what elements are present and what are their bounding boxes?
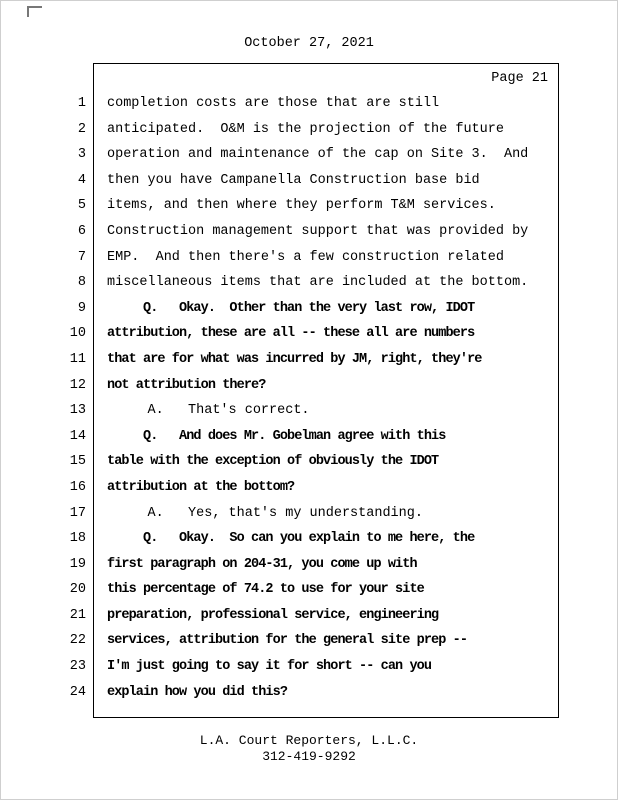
transcript-line xyxy=(31,526,591,552)
line-number: 13 xyxy=(69,403,86,419)
line-number: 9 xyxy=(77,300,86,316)
line-text: Q. Okay. So can you explain to me here, the xyxy=(107,531,475,547)
line-number: 4 xyxy=(77,172,86,188)
line-number: 11 xyxy=(69,351,86,367)
transcript-line xyxy=(31,628,591,654)
line-text: table with the exception of obviously the IDOT xyxy=(107,454,439,470)
line-text: attribution, these are all -- these all are numbers xyxy=(107,326,475,342)
line-number: 15 xyxy=(69,454,86,470)
line-text: I'm just going to say it for short -- can you xyxy=(107,659,432,675)
line-text: A. Yes, that's my understanding. xyxy=(107,505,423,521)
line-number: 5 xyxy=(77,198,86,214)
line-number: 1 xyxy=(77,96,86,111)
transcript-line xyxy=(31,577,591,603)
line-number: 23 xyxy=(69,659,86,675)
line-text: this percentage of 74.2 to use for your site xyxy=(107,582,424,598)
corner-crop-mark xyxy=(27,6,42,17)
line-text: first paragraph on 204-31, you come up with xyxy=(107,556,417,572)
line-number: 18 xyxy=(69,531,86,547)
line-text: Q. Okay. Other than the very last row, IDOT xyxy=(107,300,475,316)
transcript-line xyxy=(31,449,591,475)
line-number: 14 xyxy=(69,428,86,444)
line-text: completion costs are those that are still xyxy=(107,96,440,111)
court-reporter-name: L.A. Court Reporters, L.L.C. xyxy=(199,733,419,748)
line-text: then you have Campanella Construction base bid xyxy=(107,172,480,188)
line-number: 22 xyxy=(69,633,86,649)
line-text: A. That's correct. xyxy=(107,403,310,419)
transcript-line xyxy=(31,219,591,245)
transcript-line xyxy=(31,296,591,322)
line-text: operation and maintenance of the cap on Site 3. And xyxy=(107,147,529,163)
transcript-line xyxy=(31,654,591,680)
line-text: explain how you did this? xyxy=(107,684,288,700)
line-number: 20 xyxy=(69,582,86,598)
transcript-line xyxy=(31,398,591,424)
transcript-line xyxy=(31,321,591,347)
line-number: 16 xyxy=(69,479,86,495)
transcript-line xyxy=(31,603,591,629)
line-text: items, and then where they perform T&M services. xyxy=(107,198,496,214)
transcript-line xyxy=(31,168,591,194)
transcript-line xyxy=(31,373,591,399)
line-text: preparation, professional service, engineering xyxy=(107,607,439,623)
line-text: that are for what was incurred by JM, right, they're xyxy=(107,351,482,367)
line-number: 3 xyxy=(77,147,86,163)
line-text: not attribution there? xyxy=(107,377,266,393)
line-number: 17 xyxy=(69,505,86,521)
transcript-line xyxy=(31,270,591,296)
transcript-line xyxy=(31,475,591,501)
transcript-line xyxy=(31,193,591,219)
line-text: services, attribution for the general site prep -- xyxy=(107,633,468,649)
line-number: 7 xyxy=(77,249,86,265)
line-text: Q. And does Mr. Gobelman agree with this xyxy=(107,428,446,444)
transcript-line xyxy=(31,245,591,271)
court-reporter-phone: 312-419-9292 xyxy=(262,748,356,764)
line-number: 19 xyxy=(69,556,86,572)
transcript-line xyxy=(31,347,591,373)
transcript-line xyxy=(31,424,591,450)
transcript-line xyxy=(31,680,591,706)
transcript-line xyxy=(31,142,591,168)
date-header: October 27, 2021 xyxy=(244,36,374,51)
transcript-line xyxy=(31,91,591,117)
page-number-label: Page 21 xyxy=(491,71,548,86)
footer xyxy=(1,733,617,764)
line-number: 12 xyxy=(69,377,86,393)
line-text: attribution at the bottom? xyxy=(107,479,295,495)
transcript-line xyxy=(31,552,591,578)
line-text: EMP. And then there's a few construction related xyxy=(107,249,504,265)
transcript-line xyxy=(31,117,591,143)
line-number: 6 xyxy=(77,223,86,239)
transcript-line xyxy=(31,501,591,527)
line-number: 10 xyxy=(69,326,86,342)
line-text: miscellaneous items that are included at the bottom. xyxy=(107,275,529,291)
line-number: 24 xyxy=(69,684,86,700)
line-text: Construction management support that was provided by xyxy=(107,223,529,239)
line-number: 8 xyxy=(77,275,86,291)
line-number: 21 xyxy=(69,607,86,623)
transcript-lines xyxy=(31,91,591,705)
line-text: anticipated. O&M is the projection of the future xyxy=(107,121,504,137)
line-number: 2 xyxy=(77,121,86,137)
